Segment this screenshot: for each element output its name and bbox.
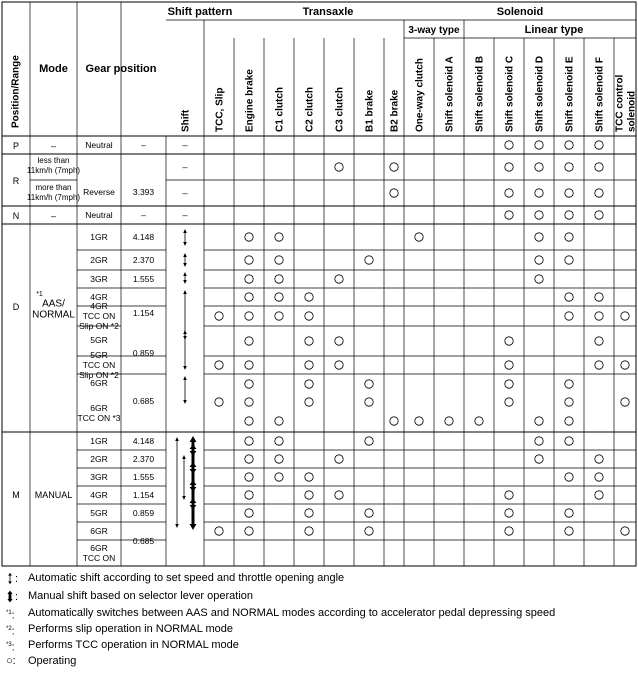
operating-circle-icon — [415, 233, 423, 241]
gear-cell: TCC ON — [82, 360, 116, 370]
operating-circle-icon — [275, 417, 283, 425]
legend — [6, 572, 632, 669]
operating-circle-icon — [335, 455, 343, 463]
operating-circle-icon — [305, 337, 313, 345]
legend-item-manual-shift — [6, 590, 632, 608]
operating-circle-icon — [621, 527, 629, 535]
operating-circle-icon — [595, 473, 603, 481]
position-label: D — [12, 302, 20, 312]
gear-cell: 4GR — [90, 301, 108, 311]
legend-text: Performs TCC operation in NORMAL mode — [28, 639, 239, 652]
gear-cell: Slip ON *2 — [79, 370, 119, 380]
operating-circle-icon — [595, 163, 603, 171]
column-header: Shift solenoid C — [504, 55, 516, 132]
shift-cell: – — [182, 162, 188, 172]
legend-text: Automatic shift according to set speed and throttle opening angle — [28, 572, 345, 584]
operating-circle-icon: ○: — [6, 655, 16, 668]
operating-circle-icon — [565, 398, 573, 406]
linear-type-header: Linear type — [524, 24, 584, 36]
operating-circle-icon — [595, 189, 603, 197]
mode-cell: less than — [37, 156, 70, 165]
ratio-cell: 3.393 — [132, 187, 155, 197]
operating-circle-icon — [335, 337, 343, 345]
operating-circle-icon — [245, 380, 253, 388]
column-header: Shift solenoid D — [534, 55, 546, 132]
column-header: Shift solenoid E — [564, 56, 576, 132]
operating-circle-icon — [365, 527, 373, 535]
position-label: M — [12, 490, 20, 500]
ratio-cell: 4.148 — [132, 436, 155, 446]
operating-circle-icon — [305, 380, 313, 388]
ratio-cell: 0.859 — [132, 508, 155, 518]
operating-circle-icon — [305, 491, 313, 499]
mode-cell: AAS/ — [42, 298, 65, 310]
operating-circle-icon — [245, 275, 253, 283]
transaxle-header: Transaxle — [302, 6, 354, 18]
mode-cell: 11km/h (7mph) — [26, 166, 81, 175]
operating-circle-icon — [275, 293, 283, 301]
ratio-cell: 2.370 — [132, 454, 155, 464]
position-range-header: Position/Range — [10, 55, 22, 128]
operating-circle-icon — [505, 509, 513, 517]
operating-circle-icon — [535, 189, 543, 197]
operating-circle-icon — [275, 473, 283, 481]
gear-cell: Reverse — [83, 187, 115, 197]
manual-shift-arrow-icon — [6, 590, 28, 608]
ratio-cell: 1.555 — [132, 274, 155, 284]
mode-cell: – — [50, 141, 57, 151]
column-header: Shift solenoid B — [474, 55, 486, 132]
operating-circle-icon — [505, 141, 513, 149]
operating-circle-icon — [305, 312, 313, 320]
operating-circle-icon — [505, 189, 513, 197]
legend-text: Automatically switches between AAS and NORMAL modes according to accelerator pedal depressing speed — [28, 607, 556, 619]
operating-circle-icon — [565, 189, 573, 197]
column-header: C1 clutch — [274, 86, 286, 132]
column-header: TCC control — [614, 74, 626, 132]
note-mark: $^{*2}$: — [6, 625, 15, 638]
operating-circle-icon — [365, 509, 373, 517]
note-mark: $^{*3}$: — [6, 641, 15, 654]
shift-pattern-header: Shift pattern — [167, 6, 233, 18]
operating-circle-icon — [365, 437, 373, 445]
operating-circle-icon — [390, 417, 398, 425]
column-header: Shift solenoid F — [594, 57, 606, 132]
operating-circle-icon — [535, 275, 543, 283]
operating-circle-icon — [595, 337, 603, 345]
operating-circle-icon — [535, 211, 543, 219]
operating-circle-icon — [245, 312, 253, 320]
legend-text: Operating — [28, 655, 77, 668]
operating-circle-icon — [245, 473, 253, 481]
operating-circle-icon — [535, 141, 543, 149]
position-label: P — [12, 141, 20, 151]
operating-circle-icon — [535, 163, 543, 171]
shift-cell: – — [182, 188, 188, 198]
operating-circle-icon — [305, 527, 313, 535]
operating-circle-icon — [335, 361, 343, 369]
legend-item-operating — [6, 655, 632, 669]
operating-circle-icon — [565, 233, 573, 241]
operating-circle-icon — [275, 312, 283, 320]
operating-circle-icon — [305, 509, 313, 517]
gear-cell: 1GR — [90, 436, 108, 446]
operating-circle-icon — [565, 256, 573, 264]
note-mark: *1 — [36, 291, 43, 298]
operating-circle-icon — [595, 312, 603, 320]
gear-cell: TCC ON *3 — [77, 413, 121, 423]
mode-header: Mode — [39, 63, 68, 75]
ratio-cell: 1.555 — [132, 472, 155, 482]
operating-circle-icon — [245, 398, 253, 406]
mode-cell: 11km/h (7mph) — [26, 193, 81, 202]
gear-cell: 6GR — [90, 378, 108, 388]
operating-circle-icon — [505, 211, 513, 219]
operating-circle-icon — [305, 473, 313, 481]
operating-circle-icon — [365, 256, 373, 264]
operating-circle-icon — [565, 141, 573, 149]
legend-item-note-3 — [6, 639, 632, 655]
column-header: Engine brake — [244, 69, 256, 132]
operating-circle-icon — [595, 141, 603, 149]
operating-circle-icon — [595, 455, 603, 463]
operating-circle-icon — [595, 491, 603, 499]
operating-circle-icon — [245, 417, 253, 425]
position-label: N — [12, 211, 20, 221]
operating-circle-icon — [335, 275, 343, 283]
shift-cell: – — [182, 140, 188, 150]
operating-circle-icon — [621, 361, 629, 369]
ratio-cell: 4.148 — [132, 232, 155, 242]
operating-circle-icon — [565, 312, 573, 320]
operating-circle-icon — [245, 455, 253, 463]
operating-circle-icon — [535, 417, 543, 425]
gear-cell: 2GR — [90, 255, 108, 265]
operating-circle-icon — [535, 256, 543, 264]
operating-circle-icon — [505, 527, 513, 535]
mode-cell: MANUAL — [34, 490, 73, 500]
column-header: One-way clutch — [414, 58, 426, 132]
gear-cell: 5GR — [90, 335, 108, 345]
gear-cell: 3GR — [90, 274, 108, 284]
operating-circle-icon — [505, 163, 513, 171]
gear-position-header: Gear position — [85, 63, 157, 75]
operating-circle-icon — [245, 256, 253, 264]
operating-circle-icon — [621, 398, 629, 406]
note-mark: $^{*1}$: — [6, 609, 15, 622]
gear-cell: 4GR — [90, 292, 108, 302]
ratio-cell: 2.370 — [132, 255, 155, 265]
ratio-cell: – — [141, 140, 146, 150]
gear-cell: Neutral — [85, 210, 113, 220]
legend-text: Manual shift based on selector lever operation — [28, 589, 254, 602]
svg-text::: : — [15, 573, 19, 585]
ratio-cell: – — [141, 210, 146, 220]
column-header: TCC, Slip — [214, 87, 226, 132]
column-header: C3 clutch — [334, 86, 346, 132]
operating-circle-icon — [390, 189, 398, 197]
operating-circle-icon — [565, 509, 573, 517]
operating-circle-icon — [275, 233, 283, 241]
legend-item-note-1 — [6, 607, 632, 623]
shift-cell: – — [182, 210, 188, 220]
ratio-cell: 0.859 — [132, 348, 155, 358]
legend-item-note-2 — [6, 623, 632, 639]
operating-circle-icon — [445, 417, 453, 425]
gear-cell: 6GR — [90, 403, 108, 413]
ratio-cell: 0.685 — [132, 396, 155, 406]
operating-circle-icon — [365, 398, 373, 406]
operating-circle-icon — [305, 361, 313, 369]
operating-circle-icon — [565, 417, 573, 425]
operating-circle-icon — [505, 337, 513, 345]
three-way-type-header: 3-way type — [408, 25, 460, 36]
operating-circle-icon — [565, 163, 573, 171]
operating-circle-icon — [475, 417, 483, 425]
mode-cell: – — [50, 211, 57, 221]
operating-circle-icon — [215, 312, 223, 320]
operating-circle-icon — [505, 398, 513, 406]
operating-circle-icon — [275, 437, 283, 445]
operating-circle-icon — [621, 312, 629, 320]
operating-circle-icon — [505, 361, 513, 369]
operating-circle-icon — [565, 473, 573, 481]
gear-cell: 4GR — [90, 490, 108, 500]
operating-circle-icon — [415, 417, 423, 425]
column-header: Shift — [180, 109, 192, 132]
operating-circle-icon — [565, 380, 573, 388]
operating-circle-icon — [335, 491, 343, 499]
column-header: C2 clutch — [304, 86, 316, 132]
operating-circle-icon — [535, 233, 543, 241]
operating-circle-icon — [595, 293, 603, 301]
operating-circle-icon — [245, 527, 253, 535]
operating-circle-icon — [245, 233, 253, 241]
ratio-cell: 0.685 — [132, 536, 155, 546]
operating-circle-icon — [565, 437, 573, 445]
column-header: B1 brake — [364, 89, 376, 132]
legend-item-auto-shift — [6, 572, 632, 590]
gear-cell: Neutral — [85, 140, 113, 150]
operating-circle-icon — [275, 256, 283, 264]
operating-circle-icon — [275, 455, 283, 463]
ratio-cell: 1.154 — [132, 490, 155, 500]
gear-cell: TCC ON — [82, 553, 116, 563]
operating-circle-icon — [505, 491, 513, 499]
gear-cell: 5GR — [90, 350, 108, 360]
svg-text::: : — [15, 590, 19, 603]
auto-shift-arrow-icon — [6, 572, 28, 590]
operating-circle-icon — [245, 491, 253, 499]
operating-circle-icon — [505, 380, 513, 388]
operating-circle-icon — [390, 163, 398, 171]
gear-cell: 3GR — [90, 472, 108, 482]
ratio-cell: 1.154 — [132, 308, 155, 318]
gear-cell: 1GR — [90, 232, 108, 242]
operating-circle-icon — [245, 437, 253, 445]
mode-cell: more than — [35, 183, 72, 192]
operating-circle-icon — [565, 293, 573, 301]
legend-text: Performs slip operation in NORMAL mode — [28, 623, 234, 636]
operating-circle-icon — [535, 437, 543, 445]
gear-cell: 2GR — [90, 454, 108, 464]
operating-circle-icon — [535, 455, 543, 463]
gear-cell: TCC ON — [82, 311, 116, 321]
gear-cell: Slip ON *2 — [79, 321, 119, 331]
operating-circle-icon — [215, 527, 223, 535]
gear-cell: 6GR — [90, 543, 108, 553]
column-header: B2 brake — [389, 89, 401, 132]
position-label: R — [12, 176, 20, 186]
operating-circle-icon — [565, 527, 573, 535]
operating-circle-icon — [595, 211, 603, 219]
operating-circle-icon — [215, 398, 223, 406]
operating-circle-icon — [245, 337, 253, 345]
operating-circle-icon — [335, 163, 343, 171]
column-header: solenoid — [626, 90, 638, 132]
operating-circle-icon — [565, 211, 573, 219]
operating-circle-icon — [305, 398, 313, 406]
operating-circle-icon — [245, 293, 253, 301]
operating-circle-icon — [245, 509, 253, 517]
operating-circle-icon — [275, 275, 283, 283]
operating-circle-icon — [595, 361, 603, 369]
operating-circle-icon — [215, 361, 223, 369]
column-header: Shift solenoid A — [444, 56, 456, 132]
solenoid-header: Solenoid — [496, 6, 544, 18]
operating-circle-icon — [305, 293, 313, 301]
gear-cell: 5GR — [90, 508, 108, 518]
operating-circle-icon — [245, 361, 253, 369]
mode-cell: NORMAL — [32, 309, 75, 321]
gear-cell: 6GR — [90, 526, 108, 536]
operating-circle-icon — [365, 380, 373, 388]
